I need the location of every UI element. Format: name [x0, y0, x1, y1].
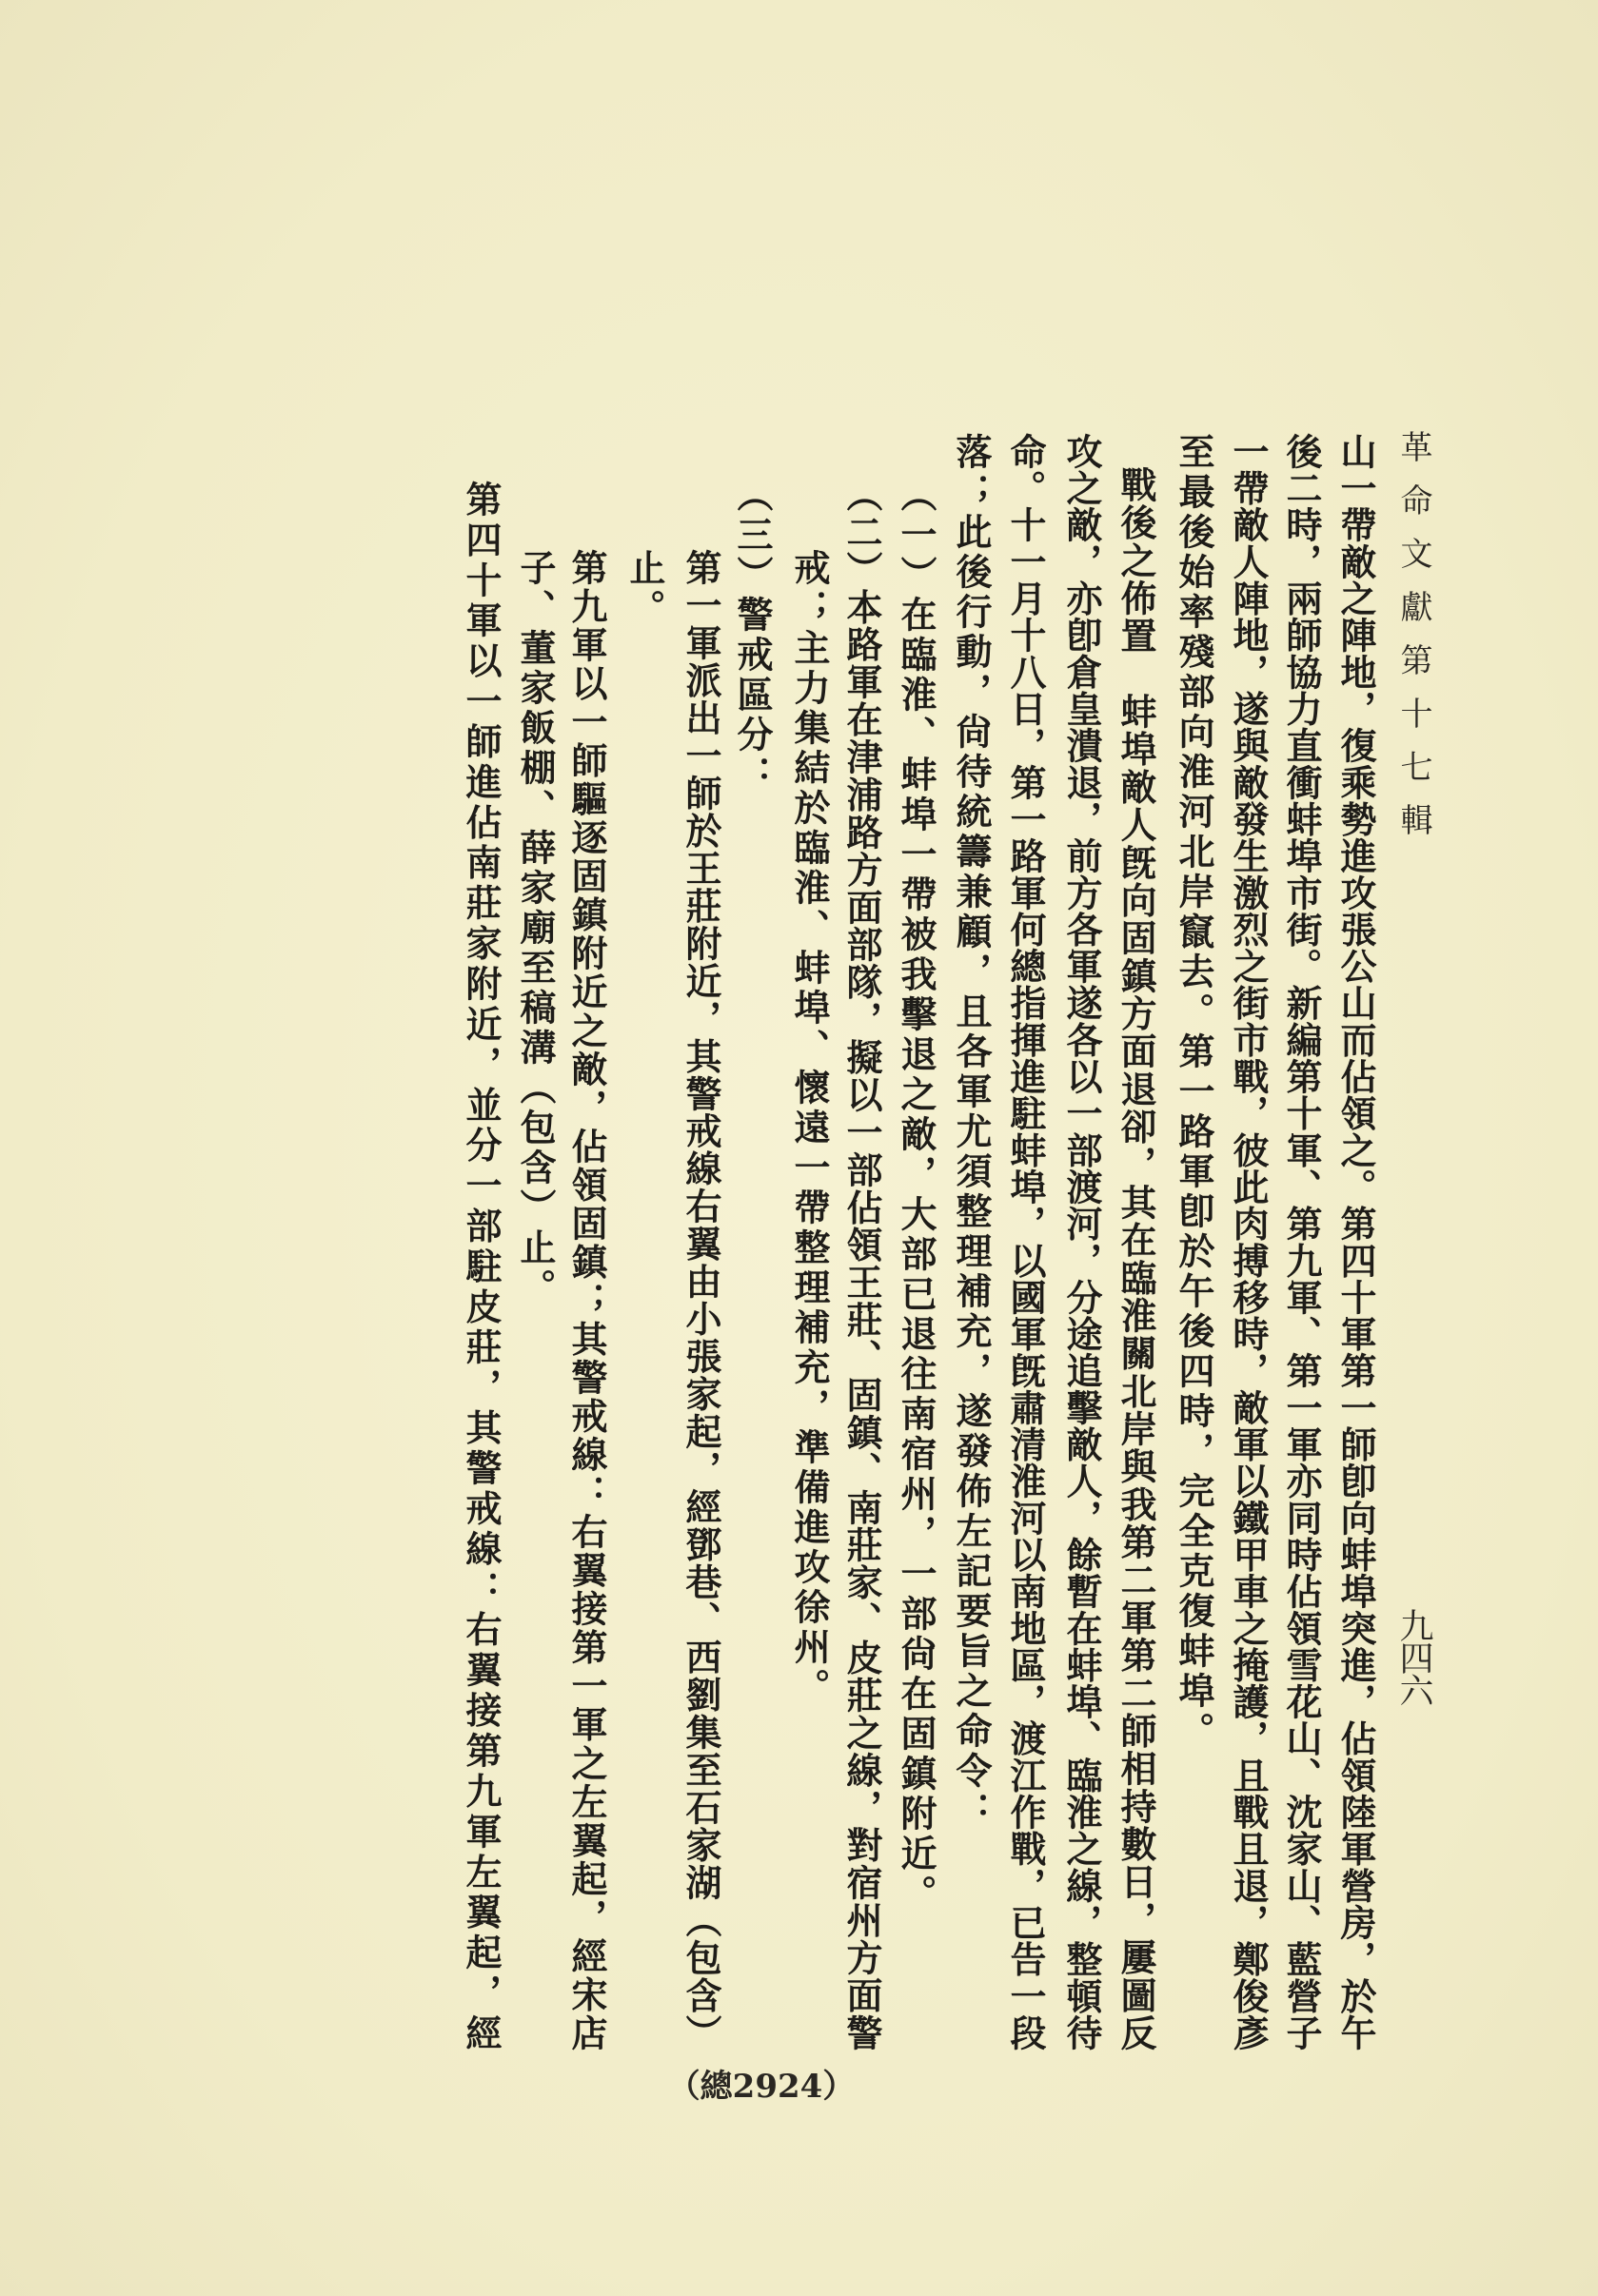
text-column-15: 第九軍以一師驅逐固鎮附近之敵，佔領固鎮；其警戒線：右翼接第一軍之左翼起，經宋店 — [565, 549, 608, 2051]
section-heading: 戰後之佈置 — [1115, 466, 1157, 656]
text-column-14: 止。 — [623, 549, 666, 629]
text-column-5 — [1115, 466, 1156, 2051]
text-column-16: 子、董家飯棚、薛家廟至稿溝（包含）止。 — [514, 549, 557, 1308]
text-column-13: 第一軍派出一師於王莊附近，其警戒線右翼由小張家起，經鄧巷、西劉集至石家湖（包含） — [680, 549, 722, 2051]
text-column-11: 戒；主力集結於臨淮、蚌埠、懷遠一帶整理補充，準備進攻徐州。 — [788, 549, 831, 1708]
book-title: 革命文獻第十七輯 — [1394, 430, 1432, 856]
text-column-1: 山一帶敵之陣地，復乘勢進攻張公山而佔領之。第四十軍第一師卽向蚌埠突進，佔領陸軍營房，於午 — [1334, 433, 1377, 2051]
text-column-8: 落；此後行動，尙待統籌兼顧，且各軍尤須整理補充，遂發佈左記要旨之命令： — [950, 433, 993, 1832]
text-column-12: （三）警戒區分： — [731, 476, 774, 795]
text-column-2: 後二時，兩師協力直衝蚌埠市街。新編第十軍、第九軍、第一軍亦同時佔領雪花山、沈家山、藍營子 — [1280, 433, 1323, 2051]
text-column-6: 攻之敵，亦卽倉皇潰退，前方各軍遂各以一部渡河，分途追擊敵人，餘暫在蚌埠、臨淮之線，整頓待 — [1060, 433, 1103, 2051]
text-column-17: 第四十軍以一師進佔南莊家附近，並分一部駐皮莊，其警戒線：右翼接第九軍左翼起，經 — [460, 481, 503, 2051]
section-text: 蚌埠敵人旣向固鎮方面退卻，其在臨淮關北岸與我第二軍第二師相持數日，屢圖反 — [1115, 693, 1157, 2051]
page-number: 九四六 — [1394, 1608, 1433, 1705]
total-page-number: （總2924） — [667, 2068, 856, 2106]
text-column-10: （二）本路軍在津浦路方面部隊，擬以一部佔領王莊、固鎮、南莊家、皮莊之線，對宿州方面警 — [840, 476, 883, 2051]
text-column-9: （一）在臨淮、蚌埠一帶被我擊退之敵，大部已退往南宿州，一部尙在固鎮附近。 — [895, 476, 937, 1914]
text-column-3: 一帶敵人陣地，遂與敵發生激烈之街市戰，彼此肉搏移時，敵軍以鐵甲車之掩護，且戰且退，鄭俊彥 — [1227, 433, 1270, 2051]
text-column-7: 命。十一月十八日，第一路軍何總指揮進駐蚌埠，以國軍旣肅清淮河以南地區，渡江作戰，已告一段 — [1004, 433, 1047, 2051]
text-column-4: 至最後始率殘部向淮河北岸竄去。第一路軍卽於午後四時，完全克復蚌埠。 — [1173, 433, 1215, 1752]
